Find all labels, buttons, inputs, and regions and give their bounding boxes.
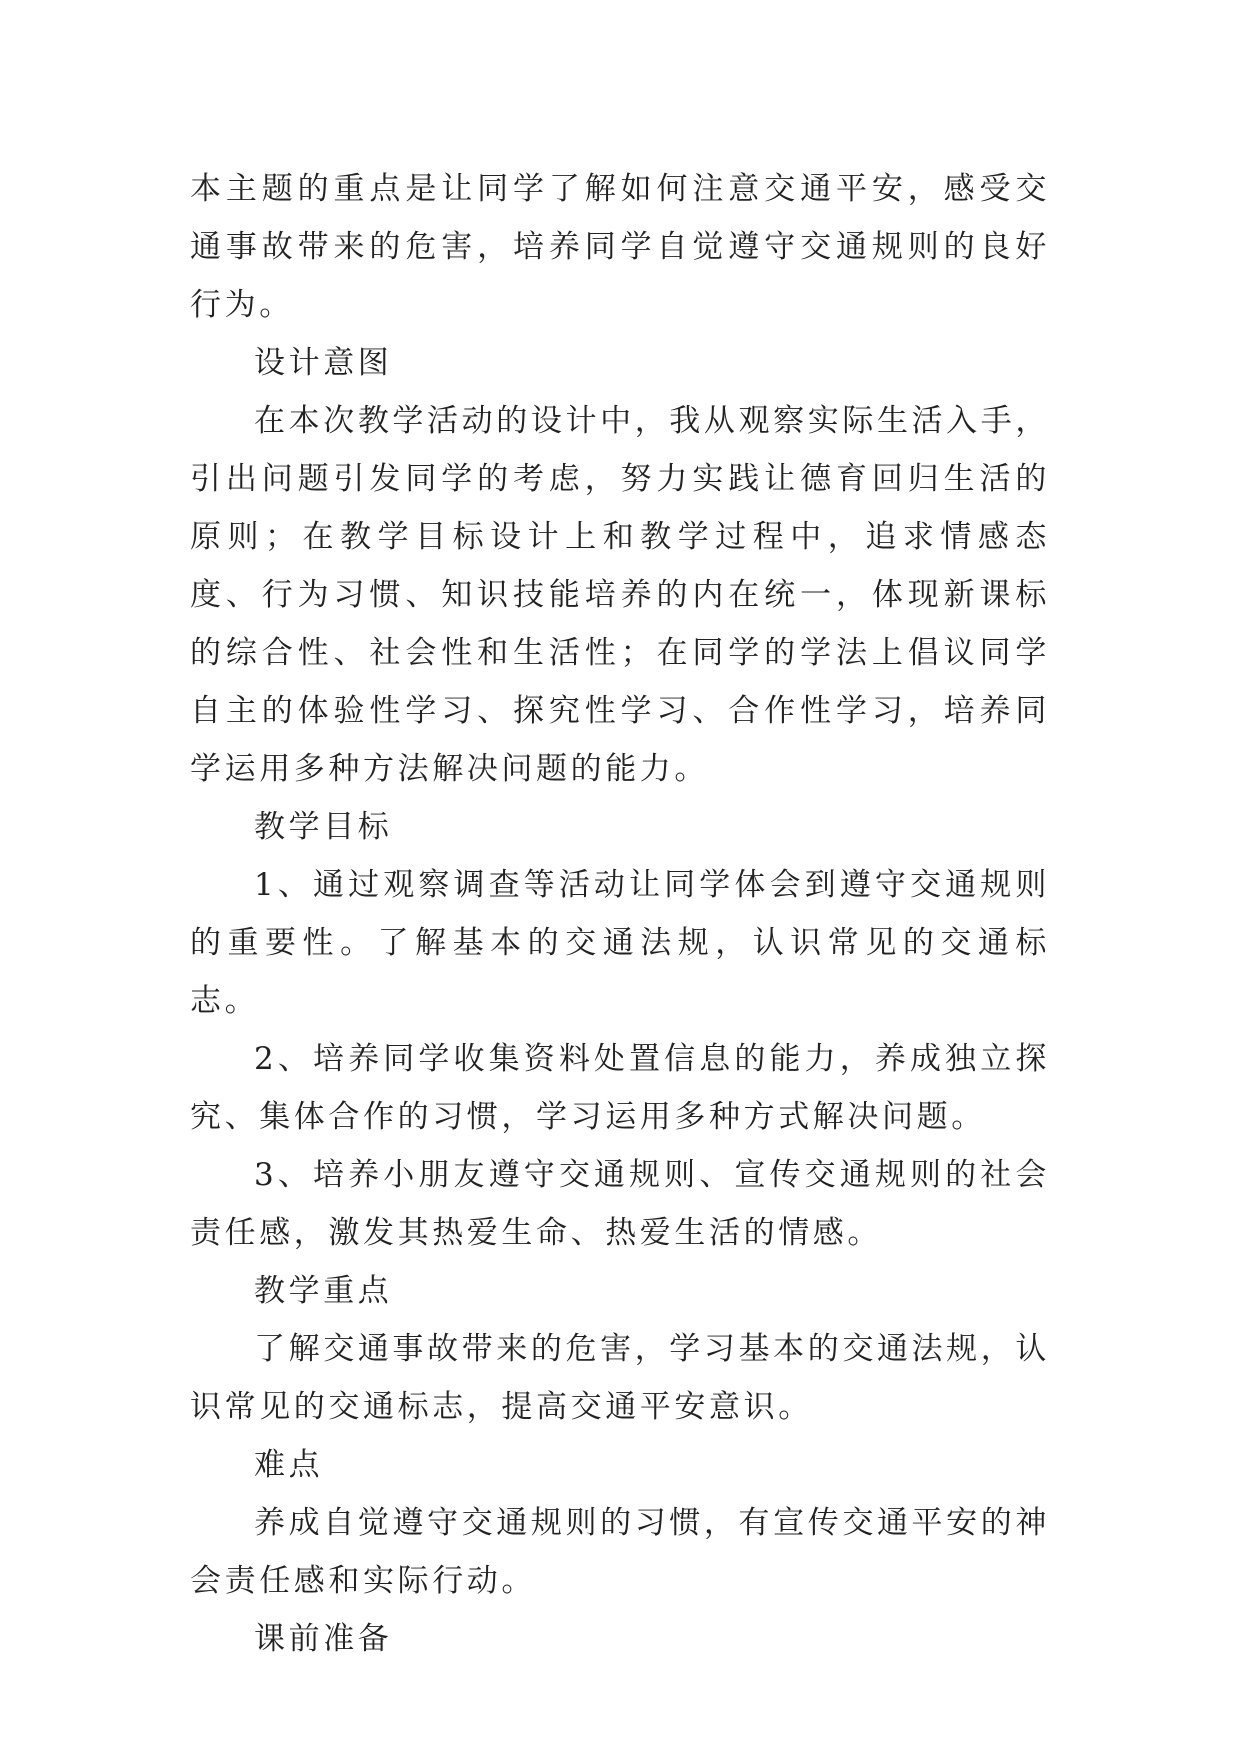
heading-teaching-goals: 教学目标 <box>254 809 393 845</box>
heading-teaching-key-points: 教学重点 <box>254 1273 393 1309</box>
heading-preparation: 课前准备 <box>254 1621 393 1657</box>
heading-difficulties: 难点 <box>254 1447 324 1483</box>
paragraph-focus: 本主题的重点是让同学了解如何注意交通平安，感受交通事故带来的危害，培养同学自觉遵守交通规则的良好行为。 <box>190 171 1050 323</box>
heading-design-intent: 设计意图 <box>254 345 393 381</box>
goal-item-2: 2、培养同学收集资料处置信息的能力，养成独立探究、集体合作的习惯，学习运用多种方式解决问题。 <box>190 1041 1050 1135</box>
paragraph-design-intent: 在本次教学活动的设计中，我从观察实际生活入手，引出问题引发同学的考虑，努力实践让德育回归生活的原则；在教学目标设计上和教学过程中，追求情感态度、行为习惯、知识技能培养的内在统一，体现新课标的综合性、社会性和生活性；在同学的学法上倡议同学自主的体验性学习、探究性学习、合作性学习，培养同学运用多种方法解决问题的能力。 <box>190 403 1050 787</box>
paragraph-difficulties: 养成自觉遵守交通规则的习惯，有宣传交通平安的神会责任感和实际行动。 <box>190 1505 1050 1599</box>
goal-item-3: 3、培养小朋友遵守交通规则、宣传交通规则的社会责任感，激发其热爱生命、热爱生活的情感。 <box>190 1157 1050 1251</box>
goal-item-1: 1、通过观察调查等活动让同学体会到遵守交通规则的重要性。了解基本的交通法规，认识常见的交通标志。 <box>190 867 1050 1019</box>
document-body <box>190 160 1050 1668</box>
paragraph-key-points: 了解交通事故带来的危害，学习基本的交通法规，认识常见的交通标志，提高交通平安意识。 <box>190 1331 1050 1425</box>
